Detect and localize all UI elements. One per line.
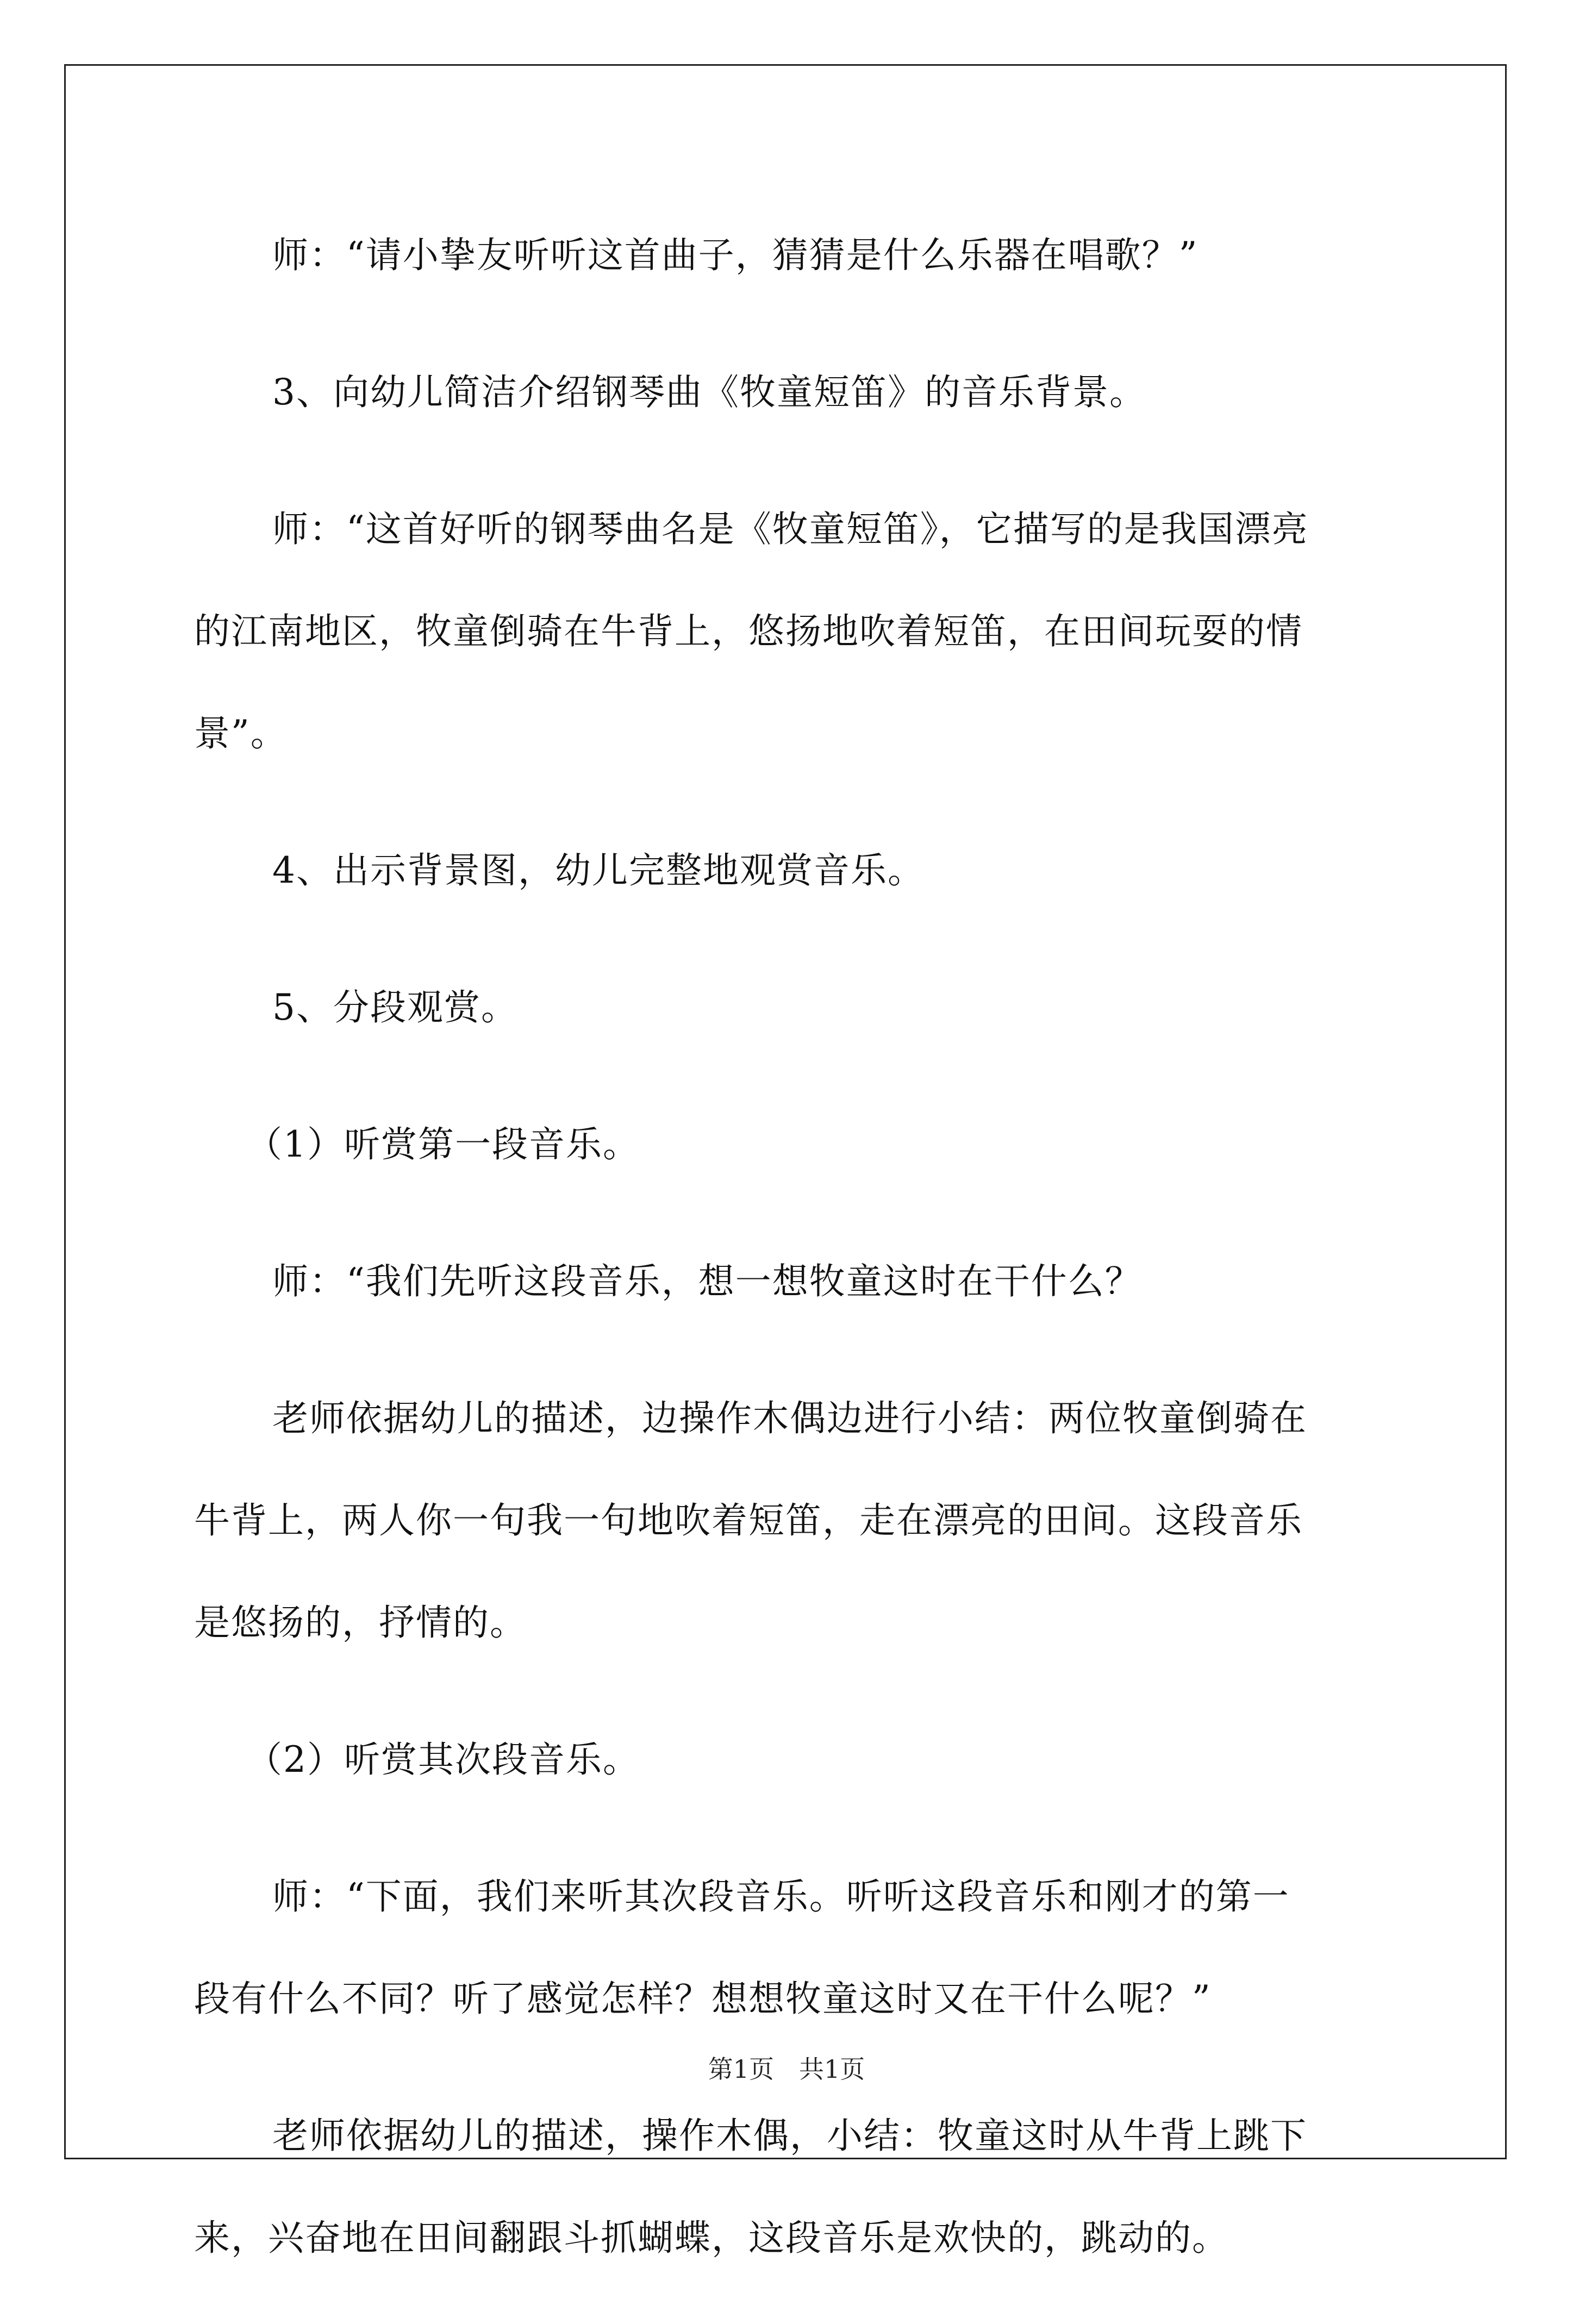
paragraph-line: 景”。 xyxy=(194,713,288,754)
paragraph-line: 师：“下面，我们来听其次段音乐。听听这段音乐和刚才的第一 xyxy=(272,1876,1290,1917)
paragraph-line: 师：“这首好听的钢琴曲名是《牧童短笛》，它描写的是我国漂亮 xyxy=(272,508,1309,550)
paragraph-line: 是悠扬的，抒情的。 xyxy=(194,1602,527,1644)
paragraph-9 xyxy=(194,1709,1384,1811)
paragraph-line: 的江南地区，牧童倒骑在牛背上，悠扬地吹着短笛，在田间玩耍的情 xyxy=(194,610,1303,652)
paragraph-2 xyxy=(194,341,1384,443)
paragraph-line: （2）听赏其次段音乐。 xyxy=(246,1739,640,1781)
page-number-footer: 第1页 共1页 xyxy=(708,2054,865,2084)
paragraph-line: 4、出示背景图，幼儿完整地观赏音乐。 xyxy=(272,849,925,891)
paragraph-8 xyxy=(194,1367,1384,1674)
paragraph-10 xyxy=(194,1846,1384,2050)
paragraph-line: 5、分段观赏。 xyxy=(272,986,518,1028)
paragraph-11 xyxy=(194,2085,1384,2289)
paragraph-line: 段有什么不同？听了感觉怎样？想想牧童这时又在干什么呢？” xyxy=(194,1978,1212,2020)
paragraph-line: 师：“我们先听这段音乐，想一想牧童这时在干什么？ xyxy=(272,1260,1142,1302)
paragraph-4 xyxy=(194,820,1384,922)
paragraph-line: （1）听赏第一段音乐。 xyxy=(246,1123,640,1165)
paragraph-5 xyxy=(194,957,1384,1059)
paragraph-7 xyxy=(194,1230,1384,1333)
paragraph-line: 老师依据幼儿的描述，边操作木偶边进行小结：两位牧童倒骑在 xyxy=(272,1397,1307,1439)
paragraph-line: 来，兴奋地在田间翻跟斗抓蝴蝶，这段音乐是欢快的，跳动的。 xyxy=(194,2217,1229,2259)
paragraph-1 xyxy=(194,204,1384,307)
paragraph-line: 师：“请小挚友听听这首曲子，猜猜是什么乐器在唱歌？” xyxy=(272,234,1199,276)
paragraph-3 xyxy=(194,478,1384,785)
paragraph-line: 老师依据幼儿的描述，操作木偶，小结：牧童这时从牛背上跳下 xyxy=(272,2115,1307,2157)
document-body xyxy=(194,204,1384,2324)
paragraph-line: 牛背上，两人你一句我一句地吹着短笛，走在漂亮的田间。这段音乐 xyxy=(194,1500,1303,1541)
paragraph-6 xyxy=(194,1094,1384,1196)
paragraph-line: 3、向幼儿简洁介绍钢琴曲《牧童短笛》的音乐背景。 xyxy=(272,371,1146,413)
